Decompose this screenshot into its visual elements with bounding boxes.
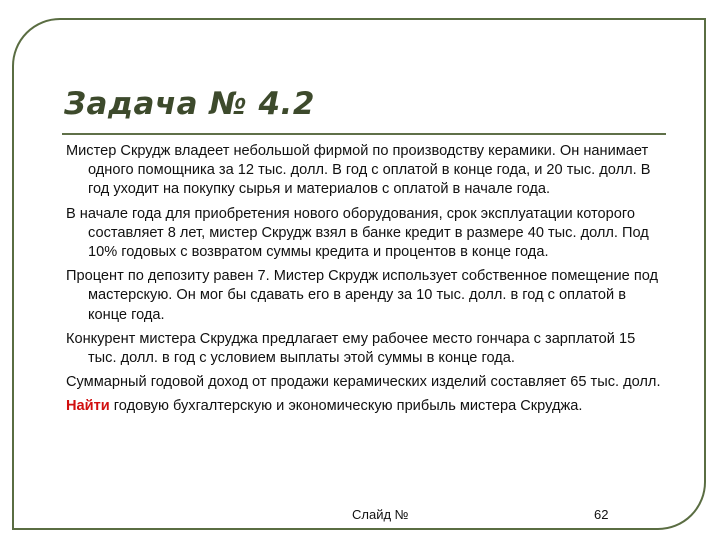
- paragraph-competitor: Конкурент мистера Скруджа предлагает ему рабочее место гончара с зарплатой 15 тыс. долл. в год с условием выплаты этой суммы в конце года.: [66, 330, 636, 367]
- task-highlight: Найти: [66, 398, 110, 415]
- title-divider: [62, 133, 666, 135]
- footer-slide-label: Слайд №: [352, 507, 409, 522]
- paragraph-task: [66, 397, 666, 416]
- task-text: годовую бухгалтерскую и экономическую прибыль мистера Скруджа.: [109, 398, 583, 415]
- paragraph-deposit: Процент по депозиту равен 7. Мистер Скрудж использует собственное помещение под мастерскую. Он мог бы сдавать его в аренду за 10 тыс. долл. в год с оплатой в конце года.: [66, 268, 659, 323]
- slide-title: Задача № 4.2: [64, 86, 315, 122]
- paragraph-business: Мистер Скрудж владеет небольшой фирмой по производству керамики. Он нанимает одного помощника за 12 тыс. долл. В год с оплатой в конце года, и 20 тыс. долл. В год уходит на покупку сырья и материалов с оплатой в начале года.: [66, 143, 651, 198]
- paragraph-revenue: Суммарный годовой доход от продажи керамических изделий составляет 65 тыс. долл.: [66, 374, 661, 391]
- slide-body: [66, 142, 666, 417]
- paragraph-loan: В начале года для приобретения нового оборудования, срок эксплуатации которого составляет 8 лет, мистер Скрудж взял в банке кредит в размере 40 тыс. долл. Под 10% годовых с возвратом суммы кредита и процентов в конце года.: [66, 205, 649, 261]
- footer-slide-number: 62: [594, 507, 609, 522]
